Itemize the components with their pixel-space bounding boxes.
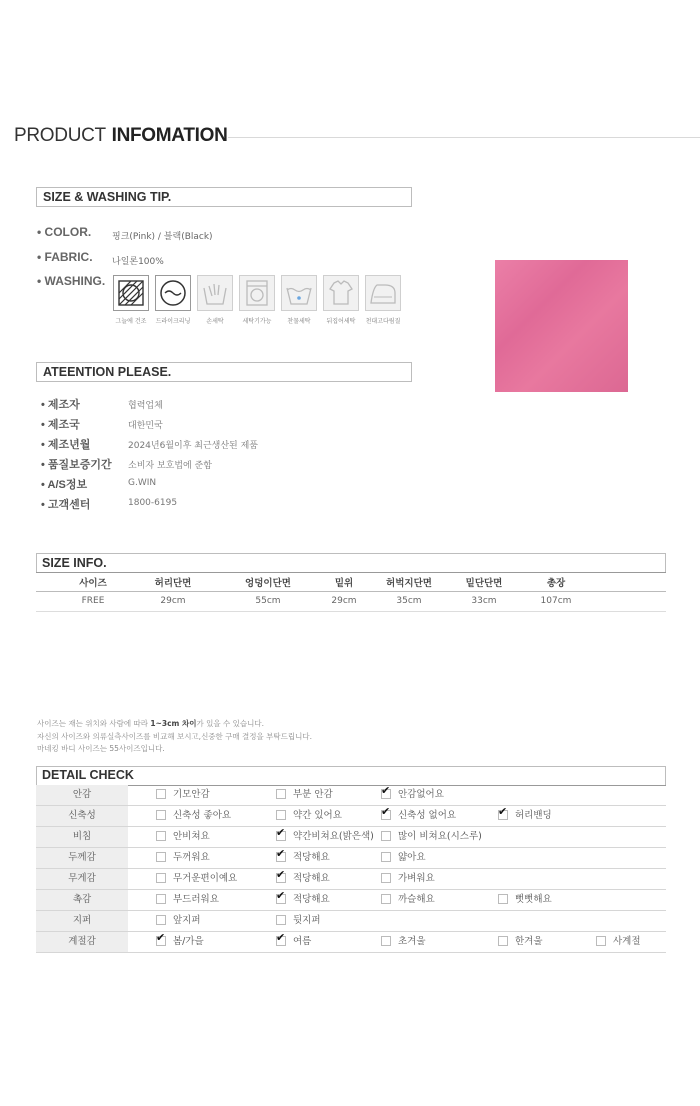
detail-row-label: 안감 [36, 785, 128, 805]
title-bold: INFOMATION [111, 125, 228, 146]
attention-value: 1800-6195 [128, 498, 178, 508]
detail-row [36, 890, 666, 911]
detail-option [276, 789, 333, 801]
washing-caption: 뒤집어세탁 [326, 318, 356, 325]
detail-option [276, 894, 330, 906]
attention-value: 소비자 보호법에 준함 [128, 461, 212, 471]
unchecked-checkbox[interactable] [498, 894, 508, 904]
note-line-2: 자신의 사이즈와 의류실측사이즈를 비교해 보시고,신중한 구매 결정을 부탁드립니다. [37, 732, 313, 741]
detail-option [276, 936, 311, 948]
checked-checkbox[interactable] [381, 789, 391, 799]
attention-label: • A/S정보 [41, 479, 88, 491]
attention-heading: ATEENTION PLEASE. [36, 362, 412, 382]
size-cell: FREE [81, 596, 105, 606]
detail-option-text: 두꺼워요 [173, 852, 210, 863]
detail-option-text: 신축성 없어요 [398, 810, 457, 821]
checked-checkbox[interactable] [276, 894, 286, 904]
shade-dry-icon [113, 275, 149, 311]
detail-option-text: 앞지퍼 [173, 915, 201, 926]
washing-caption: 세탁기가능 [242, 318, 272, 325]
detail-option [156, 789, 210, 801]
hand-wash-icon [197, 275, 233, 311]
size-column-header: 밑위 [334, 578, 354, 589]
size-bottom-line [36, 611, 666, 612]
detail-option-text: 적당해요 [293, 852, 330, 863]
title-light: PRODUCT [14, 125, 106, 146]
note-line-1 [37, 718, 264, 729]
inside-out-wash-icon [323, 275, 359, 311]
detail-option [498, 936, 543, 948]
fabric-label: • FABRIC. [37, 250, 93, 264]
detail-option [381, 873, 435, 885]
detail-option-text: 까슬해요 [398, 894, 435, 905]
note-prefix: 사이즈는 재는 위치와 사람에 따라 [37, 719, 151, 728]
size-head-line [36, 572, 666, 573]
unchecked-checkbox[interactable] [596, 936, 606, 946]
size-info-heading: SIZE INFO. [42, 556, 107, 570]
size-column-header: 사이즈 [79, 578, 107, 589]
unchecked-checkbox[interactable] [156, 789, 166, 799]
detail-option-text: 신축성 좋아요 [173, 810, 232, 821]
detail-row [36, 911, 666, 932]
detail-option-text: 약간비쳐요(밝은색) [293, 831, 374, 842]
size-cell: 55cm [255, 596, 281, 606]
detail-row [36, 806, 666, 827]
size-column-header: 허벅지단면 [386, 578, 432, 589]
unchecked-checkbox[interactable] [276, 810, 286, 820]
color-swatch [495, 260, 628, 392]
unchecked-checkbox[interactable] [156, 852, 166, 862]
attention-label: • 제조년월 [41, 439, 91, 451]
detail-option [156, 873, 237, 885]
detail-option [276, 852, 330, 864]
note-suffix: 가 있을 수 있습니다. [196, 719, 264, 728]
washing-caption: 찬물세탁 [287, 318, 311, 325]
unchecked-checkbox[interactable] [381, 852, 391, 862]
detail-option [596, 936, 641, 948]
fabric-value: 나일론100% [112, 257, 164, 267]
detail-option [156, 810, 231, 822]
detail-option-text: 부분 안감 [293, 789, 333, 800]
unchecked-checkbox[interactable] [381, 873, 391, 883]
detail-option [381, 894, 435, 906]
detail-option [276, 873, 330, 885]
detail-option-text: 뒷지퍼 [293, 915, 321, 926]
header-divider [228, 137, 700, 138]
size-column-header: 허리단면 [154, 578, 192, 589]
attention-label: • 품질보증기간 [41, 459, 112, 471]
unchecked-checkbox[interactable] [276, 789, 286, 799]
washing-caption: 그늘에 건조 [115, 318, 147, 325]
attention-value: 대한민국 [128, 421, 163, 431]
attention-value: 협력업체 [128, 401, 163, 411]
size-cell: 29cm [331, 596, 357, 606]
detail-row [36, 869, 666, 890]
washing-caption: 손세탁 [206, 318, 224, 325]
detail-option [156, 915, 201, 927]
unchecked-checkbox[interactable] [156, 915, 166, 925]
detail-row [36, 827, 666, 848]
color-value: 핑크(Pink) / 블랙(Black) [112, 232, 213, 242]
detail-option [276, 915, 321, 927]
detail-row [36, 785, 666, 806]
washing-caption: 드라이크리닝 [155, 318, 191, 325]
detail-row-label: 무게감 [36, 869, 128, 889]
unchecked-checkbox[interactable] [276, 915, 286, 925]
attention-label: • 제조자 [41, 399, 80, 411]
checked-checkbox[interactable] [276, 831, 286, 841]
unchecked-checkbox[interactable] [156, 873, 166, 883]
detail-row [36, 848, 666, 869]
size-cell: 107cm [540, 596, 572, 606]
detail-option-text: 여름 [293, 936, 312, 947]
detail-option [498, 894, 552, 906]
checked-checkbox[interactable] [276, 873, 286, 883]
detail-option [498, 810, 552, 822]
detail-option [156, 894, 219, 906]
attention-label: • 제조국 [41, 419, 80, 431]
detail-option [276, 831, 374, 843]
detail-option-text: 허리밴딩 [515, 810, 552, 821]
detail-option-text: 기모안감 [173, 789, 210, 800]
detail-row-label: 비침 [36, 827, 128, 847]
size-cell: 33cm [471, 596, 497, 606]
unchecked-checkbox[interactable] [498, 936, 508, 946]
size-mid-line [36, 591, 666, 592]
detail-row-label: 지퍼 [36, 911, 128, 931]
unchecked-checkbox[interactable] [381, 936, 391, 946]
size-column-header: 총장 [546, 578, 566, 589]
attention-label: • 고객센터 [41, 499, 91, 511]
detail-option-text: 뻣뻣해요 [515, 894, 552, 905]
detail-option-text: 부드러워요 [173, 894, 219, 905]
detail-row-label: 촉감 [36, 890, 128, 910]
checked-checkbox[interactable] [381, 810, 391, 820]
detail-option-text: 초겨울 [398, 936, 426, 947]
neutral-detergent-icon [281, 275, 317, 311]
color-label: • COLOR. [37, 225, 92, 239]
detail-option-text: 적당해요 [293, 873, 330, 884]
size-column-header: 엉덩이단면 [245, 578, 291, 589]
machine-wash-icon [239, 275, 275, 311]
unchecked-checkbox[interactable] [381, 831, 391, 841]
detail-option [156, 936, 204, 948]
detail-row-label: 두께감 [36, 848, 128, 868]
size-cell: 35cm [396, 596, 422, 606]
detail-row-label: 계절감 [36, 932, 128, 952]
washing-label: • WASHING. [37, 274, 106, 288]
size-column-header: 밑단단면 [465, 578, 503, 589]
page-title [14, 124, 228, 147]
washing-caption: 천대고다림질 [365, 318, 401, 325]
detail-option [381, 810, 456, 822]
detail-row-label: 신축성 [36, 806, 128, 826]
checked-checkbox[interactable] [276, 936, 286, 946]
dry-clean-icon [155, 275, 191, 311]
note-line-3: 마네킹 바디 사이즈는 55사이즈입니다. [37, 744, 165, 753]
detail-row [36, 932, 666, 953]
detail-option [381, 789, 444, 801]
detail-option-text: 가벼워요 [398, 873, 435, 884]
detail-option-text: 안비쳐요 [173, 831, 210, 842]
checked-checkbox[interactable] [498, 810, 508, 820]
size-cell: 29cm [160, 596, 186, 606]
detail-option [381, 852, 426, 864]
detail-option [156, 831, 210, 843]
detail-option [156, 852, 210, 864]
checked-checkbox[interactable] [156, 936, 166, 946]
detail-option [381, 831, 482, 843]
detail-option-text: 약간 있어요 [293, 810, 342, 821]
detail-check-heading: DETAIL CHECK [42, 768, 134, 782]
note-bold: 1~3cm 차이 [150, 719, 197, 728]
unchecked-checkbox[interactable] [156, 894, 166, 904]
unchecked-checkbox[interactable] [156, 831, 166, 841]
detail-option-text: 얇아요 [398, 852, 426, 863]
checked-checkbox[interactable] [276, 852, 286, 862]
size-washing-heading: SIZE & WASHING TIP. [36, 187, 412, 207]
detail-option [381, 936, 426, 948]
detail-option-text: 많이 비쳐요(시스루) [398, 831, 482, 842]
size-info-box [36, 553, 666, 572]
detail-option-text: 무거운편이예요 [173, 873, 238, 884]
detail-option-text: 안감없어요 [398, 789, 444, 800]
unchecked-checkbox[interactable] [156, 810, 166, 820]
detail-option-text: 사계절 [613, 936, 641, 947]
low-iron-icon [365, 275, 401, 311]
detail-option-text: 적당해요 [293, 894, 330, 905]
attention-value: 2024년6월이후 최근생산된 제품 [128, 441, 258, 451]
unchecked-checkbox[interactable] [381, 894, 391, 904]
attention-value: G.WIN [128, 478, 157, 488]
detail-option [276, 810, 342, 822]
detail-option-text: 한겨울 [515, 936, 543, 947]
detail-option-text: 봄/가을 [173, 936, 204, 947]
